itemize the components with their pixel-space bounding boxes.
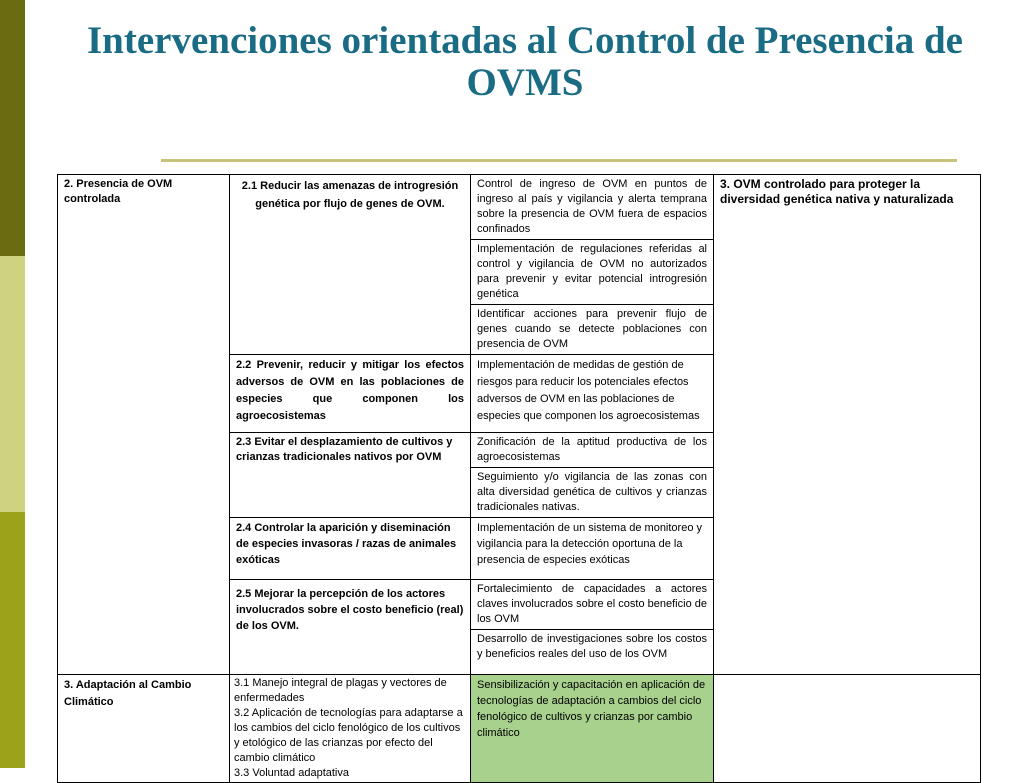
- left-decor-bar-light: [0, 256, 25, 512]
- activity-2-2: Implementación de medidas de gestión de riesgos para reducir los potenciales efectos adversos de OVM en las poblaciones de especies que componen los agroecosistemas: [471, 355, 714, 433]
- result-cell-3: 3. OVM controlado para proteger la diversidad genética nativa y naturalizada: [714, 175, 981, 675]
- objective-3-1: 3.1 Manejo integral de plagas y vectores de enfermedades: [234, 677, 447, 704]
- activity-2-4: Implementación de un sistema de monitoreo y vigilancia para la detección oportuna de la presencia de especies exóticas: [471, 518, 714, 580]
- interventions-table: [57, 174, 981, 783]
- title-divider: [161, 159, 957, 162]
- activity-2-3-b: Seguimiento y/o vigilancia de las zonas con alta diversidad genética de cultivos y crianzas tradicionales nativas.: [471, 468, 714, 518]
- activity-2-3-a: Zonificación de la aptitud productiva de los agroecosistemas: [471, 433, 714, 468]
- activity-2-1-b: Implementación de regulaciones referidas al control y vigilancia de OVM no autorizados para prevenir y evitar potencial introgresión genética: [471, 240, 714, 305]
- objectives-3: [230, 675, 471, 783]
- objective-2-2: 2.2 Prevenir, reducir y mitigar los efectos adversos de OVM en las poblaciones de especies que componen los agroecosistemas: [230, 355, 471, 433]
- objective-3-2: 3.2 Aplicación de tecnologías para adaptarse a los cambios del ciclo fenológico de los cultivos y etológico de las crianzas por efecto del cambio climático: [234, 707, 463, 764]
- activity-2-5-b: Desarrollo de investigaciones sobre los costos y beneficios reales del uso de los OVM: [471, 630, 714, 675]
- left-decor-bar-dark: [0, 0, 25, 256]
- activity-3: Sensibilización y capacitación en aplicación de tecnologías de adaptación a cambios del ciclo fenológico de cultivos y crianzas por cambio climático: [471, 675, 714, 783]
- left-decor-bar-olive: [0, 512, 25, 768]
- objective-3-3: 3.3 Voluntad adaptativa: [234, 767, 349, 779]
- objective-2-4: 2.4 Controlar la aparición y diseminación de especies invasoras / razas de animales exóticas: [230, 518, 471, 580]
- goal-cell-3: 3. Adaptación al Cambio Climático: [58, 675, 230, 783]
- objective-2-1: 2.1 Reducir las amenazas de introgresión genética por flujo de genes de OVM.: [230, 175, 471, 355]
- result-cell-empty: [714, 675, 981, 783]
- slide-title: Intervenciones orientadas al Control de Presencia de OVMS: [87, 19, 963, 104]
- activity-2-5-a: Fortalecimiento de capacidades a actores claves involucrados sobre el costo beneficio de los OVM: [471, 580, 714, 630]
- objective-2-5: 2.5 Mejorar la percepción de los actores involucrados sobre el costo beneficio (real) de los OVM.: [230, 580, 471, 675]
- objective-2-3: 2.3 Evitar el desplazamiento de cultivos y crianzas tradicionales nativos por OVM: [230, 433, 471, 518]
- activity-2-1-a: Control de ingreso de OVM en puntos de ingreso al país y vigilancia y alerta temprana sobre la presencia de OVM fuera de espacios confinados: [471, 175, 714, 240]
- activity-2-1-c: Identificar acciones para prevenir flujo de genes cuando se detecte poblaciones con presencia de OVM: [471, 305, 714, 355]
- goal-cell-2: 2. Presencia de OVM controlada: [58, 175, 230, 675]
